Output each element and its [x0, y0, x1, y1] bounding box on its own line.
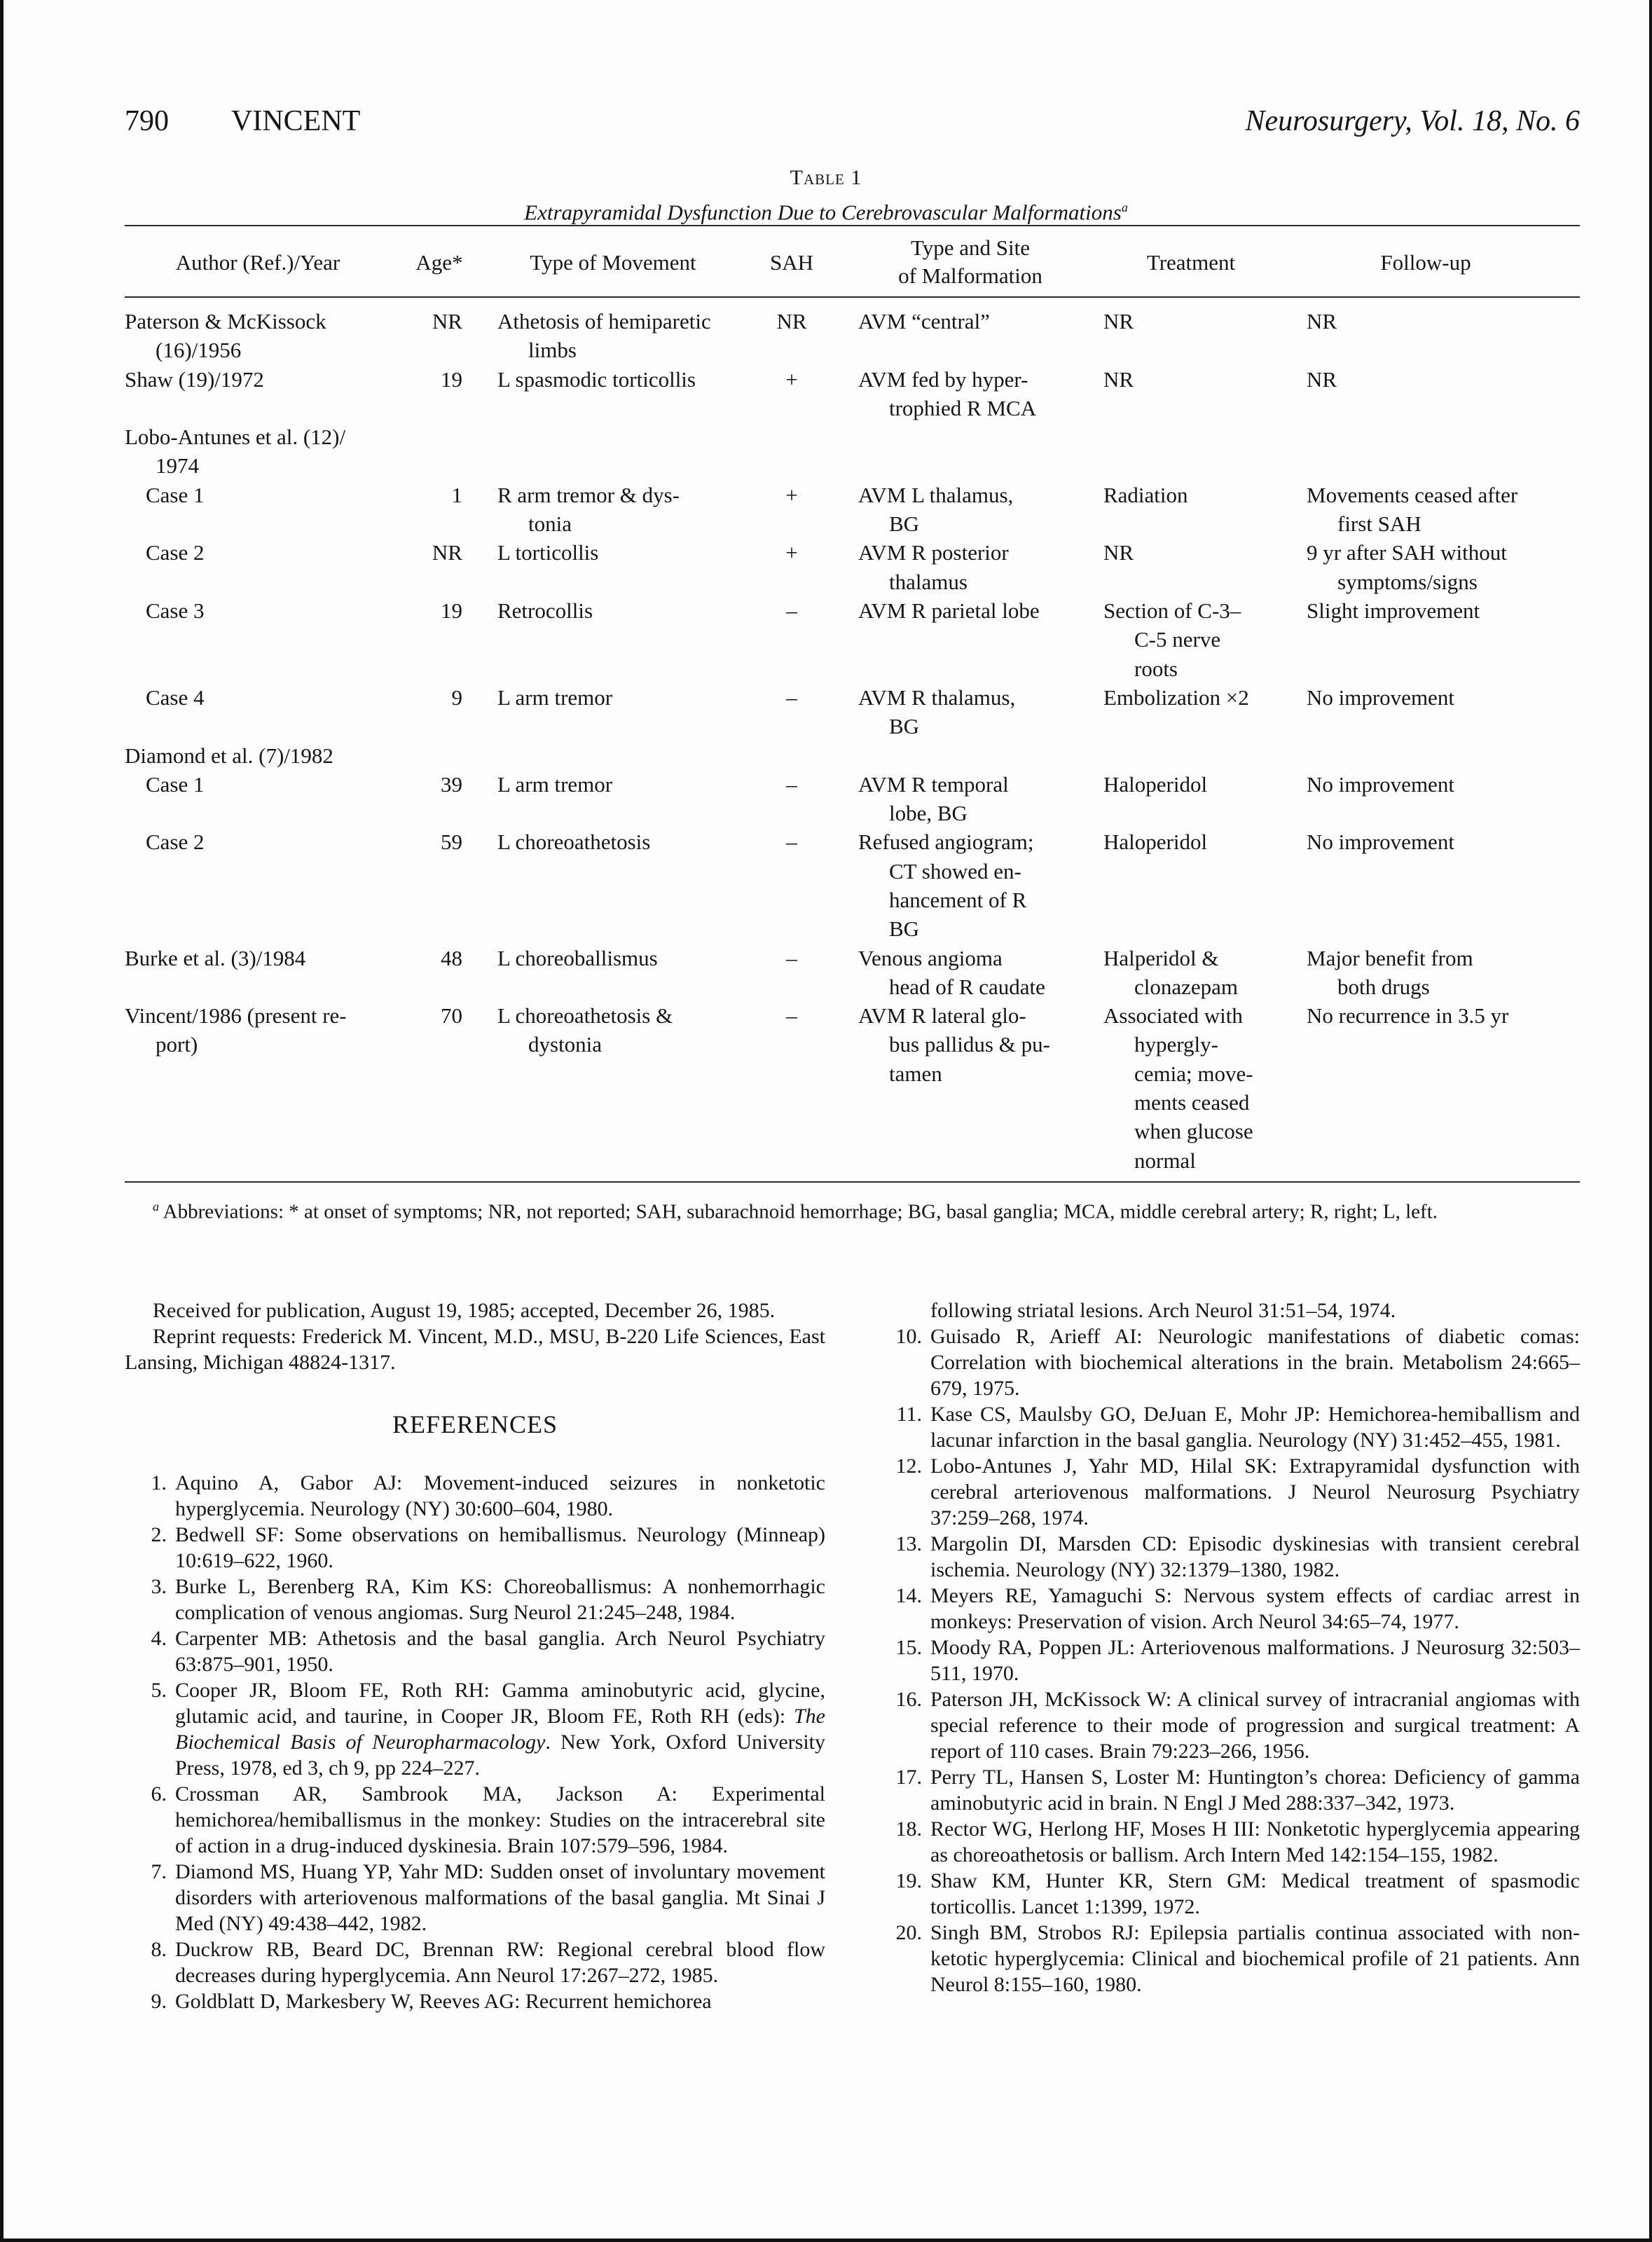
reference-number: 2. [151, 1523, 167, 1546]
table-cell-line: 39 [441, 771, 462, 797]
table-cell-line: Embolization ×2 [1103, 685, 1249, 710]
table-cell-line: Case 4 [146, 685, 205, 710]
table-cell-movement [497, 307, 764, 365]
reference-number: 1. [151, 1471, 167, 1494]
reference-item [125, 1625, 825, 1677]
table-cell-line: Major benefit from [1307, 945, 1473, 970]
reference-text: Shaw KM, Hunter KR, Stern GM: Medical treatment of spasmodic torticollis. Lancet 1:1399, 1972. [930, 1869, 1580, 1918]
table-cell-movement [497, 770, 764, 799]
table-cell-malformation [858, 538, 1096, 596]
reference-item [125, 1470, 825, 1522]
table-title [0, 194, 1652, 226]
footnote-mark: a [153, 1199, 159, 1213]
table-cell-author [125, 307, 419, 365]
reference-item [880, 1686, 1580, 1764]
table-cell-line: AVM R lateral glo- [858, 1003, 1026, 1029]
reference-text-part: Cooper JR, Bloom FE, Roth RH: Gamma aminobutyric acid, glycine, glutamic acid, and taurine, in Cooper JR, Bloom FE, Roth RH (eds): [175, 1679, 825, 1728]
table-cell-line: Shaw (19)/1972 [125, 366, 264, 392]
reference-continuation-text: following striatal lesions. Arch Neurol 31:51–54, 1974. [930, 1299, 1396, 1322]
col-header-malformation-line2: of Malformation [898, 263, 1042, 288]
table-cell-line: AVM L thalamus, [858, 482, 1014, 507]
table-cell-line: Paterson & McKissock [125, 309, 326, 333]
reference-text [175, 1677, 825, 1781]
table-cell-followup [1307, 683, 1580, 712]
table-cell-line: bus pallidus & pu- [889, 1032, 1050, 1057]
table-cell-movement [497, 944, 764, 972]
table-cell-line: Halperidol & [1103, 945, 1219, 970]
table-cell-line: No improvement [1307, 685, 1454, 710]
table-label [0, 165, 1652, 191]
table-cell-followup [1307, 481, 1580, 539]
reference-item [880, 1453, 1580, 1531]
reference-number: 7. [151, 1860, 167, 1883]
journal-citation: Neurosurgery, Vol. 18, No. 6 [1245, 105, 1580, 137]
table-cell-line: + [785, 366, 798, 392]
table-cell-movement [497, 365, 764, 394]
table-cell-line: ments ceased [1134, 1090, 1250, 1115]
reference-continuation [880, 1298, 1580, 1323]
table-cell-malformation [858, 944, 1096, 1002]
table-cell-age [392, 1001, 462, 1030]
table-cell-line: AVM “central” [858, 309, 990, 333]
table-cell-line: Haloperidol [1103, 771, 1208, 797]
table-cell-author [125, 1001, 419, 1059]
table-cell-line: 48 [441, 945, 462, 970]
table-cell-line: NR [1103, 309, 1134, 333]
table-cell-malformation [858, 481, 1096, 539]
table-cell-line: L spasmodic torticollis [497, 366, 696, 392]
table-cell-line: Slight improvement [1307, 598, 1480, 623]
table-cell-line: Case 3 [146, 598, 205, 623]
table-cell-treatment [1103, 827, 1307, 856]
table-cell-line: limbs [528, 338, 577, 363]
table-cell-age [392, 307, 462, 336]
reference-text: Moody RA, Poppen JL: Arteriovenous malformations. J Neurosurg 32:503–511, 1970. [930, 1636, 1580, 1685]
reference-text: Kase CS, Maulsby GO, DeJuan E, Mohr JP: Hemichorea-hemiballism and lacunar infarction in the basal ganglia. Neurology (NY) 31:452–455, 1981. [930, 1403, 1580, 1452]
reference-number: 14. [895, 1584, 922, 1607]
table-cell-age [392, 596, 462, 625]
table-cell-line: Haloperidol [1103, 830, 1208, 855]
reference-item [125, 1859, 825, 1937]
table-cell-line: C-5 nerve [1134, 627, 1221, 652]
reference-item [880, 1583, 1580, 1635]
reference-number: 15. [895, 1636, 922, 1659]
reference-number: 4. [151, 1627, 167, 1650]
table-cell-line: + [785, 482, 798, 507]
reference-item [125, 1781, 825, 1859]
table-cell-line: – [786, 685, 797, 710]
reference-number: 12. [895, 1454, 922, 1478]
table-cell-malformation [858, 365, 1096, 423]
reference-text-part: . New York, Oxford University Press, 1978, ed 3, ch 9, pp 224–227. [175, 1731, 826, 1780]
table-cell-line: AVM fed by hyper- [858, 366, 1028, 392]
table-cell-age [392, 481, 462, 509]
table-cell-line: thalamus [889, 569, 968, 594]
table-cell-line: normal [1134, 1148, 1196, 1173]
reference-book-title: The Biochemical Basis of Neuropharmacology [175, 1705, 825, 1754]
table-cell-line: Lobo-Antunes et al. (12)/ [125, 425, 346, 450]
table-cell-malformation [858, 307, 1096, 336]
table-cell-line: No recurrence in 3.5 yr [1307, 1003, 1509, 1029]
table-cell-malformation [858, 683, 1096, 741]
col-header-treatment: Treatment [1146, 250, 1236, 275]
scan-border-left [0, 0, 4, 2242]
table-cell-sah [764, 944, 820, 972]
table-cell-author [125, 422, 419, 481]
reference-text: Paterson JH, McKissock W: A clinical survey of intracranial angiomas with special reference to their mode of progression and surgical treatment: A report of 110 cases. Brain 79:223–266, 1956. [930, 1688, 1580, 1763]
table-cell-line: Associated with [1103, 1003, 1243, 1029]
table-cell-line: clonazepam [1134, 974, 1239, 999]
table-cell-treatment [1103, 307, 1307, 336]
reference-text: Burke L, Berenberg RA, Kim KS: Choreoballismus: A nonhemorrhagic complication of venous angiomas. Surg Neurol 21:245–248, 1984. [175, 1575, 825, 1624]
table-cell-sah [764, 307, 820, 336]
table-cell-followup [1307, 596, 1580, 625]
table-bottom-rule [125, 1181, 1580, 1183]
table-cell-line: Diamond et al. (7)/1982 [125, 743, 333, 768]
table-cell-line: tamen [889, 1061, 942, 1086]
table-cell-line: dystonia [528, 1032, 603, 1057]
table-label-text: Table 1 [790, 166, 862, 189]
table-cell-sah [764, 481, 820, 509]
table-cell-malformation [858, 827, 1096, 943]
reference-text: Duckrow RB, Beard DC, Brennan RW: Regional cerebral blood flow decreases during hyperglycemia. Ann Neurol 17:267–272, 1985. [175, 1938, 825, 1987]
table-cell-sah [764, 827, 820, 856]
table-cell-treatment [1103, 538, 1307, 567]
reference-text: Guisado R, Arieff AI: Neurologic manifestations of diabetic comas: Correlation with biochemical alterations in the brain. Metabolism 24:665–679, 1975. [930, 1325, 1580, 1400]
table-cell-line: 70 [441, 1003, 462, 1029]
reference-number: 6. [151, 1782, 167, 1806]
reference-text: Diamond MS, Huang YP, Yahr MD: Sudden onset of involuntary movement disorders with arteriovenous malformations of the basal ganglia. Mt Sinai J Med (NY) 49:438–442, 1982. [175, 1860, 825, 1935]
table-cell-age [392, 538, 462, 567]
table-cell-line: + [785, 540, 798, 565]
table-cell-line: – [786, 830, 797, 855]
table-cell-line: AVM R parietal lobe [858, 598, 1040, 623]
table-cell-line: 1 [451, 482, 462, 507]
reference-number: 3. [151, 1575, 167, 1598]
scan-border-bottom [0, 2238, 1652, 2242]
col-header-sah: SAH [769, 250, 813, 275]
reference-text: Bedwell SF: Some observations on hemiballismus. Neurology (Minneap) 10:619–622, 1960. [175, 1523, 825, 1572]
table-cell-line: cemia; move- [1134, 1061, 1253, 1086]
running-author: VINCENT [231, 105, 361, 137]
table-cell-line: 59 [441, 830, 462, 855]
table-cell-line: NR [776, 309, 807, 333]
table-cell-line: 19 [441, 366, 462, 392]
reference-item [125, 1937, 825, 1988]
table-cell-line: NR [1307, 309, 1337, 333]
table-cell-movement [497, 1001, 764, 1059]
table-cell-line: No improvement [1307, 771, 1454, 797]
references-list-left [125, 1470, 825, 2014]
reference-number: 5. [151, 1679, 167, 1702]
reference-number: 9. [151, 1990, 167, 2013]
table-cell-line: tonia [528, 511, 572, 537]
table-cell-line: – [786, 945, 797, 970]
table-cell-line: BG [889, 511, 920, 537]
reference-text: Rector WG, Herlong HF, Moses H III: Nonketotic hyperglycemia appearing as choreoathetosis or ballism. Arch Intern Med 142:154–155, 1982. [930, 1817, 1580, 1866]
reference-number: 13. [895, 1532, 922, 1555]
table-cell-malformation [858, 770, 1096, 828]
table-cell-followup [1307, 944, 1580, 1002]
reference-item [880, 1635, 1580, 1686]
table-cell-line: first SAH [1337, 511, 1422, 537]
table-cell-line: Burke et al. (3)/1984 [125, 945, 306, 970]
table-cell-line: – [786, 771, 797, 797]
table-cell-sah [764, 596, 820, 625]
reference-number: 20. [895, 1921, 922, 1944]
reprint-note: Reprint requests: Frederick M. Vincent, M.D., MSU, B-220 Life Sciences, East Lansing, Michigan 48824-1317. [125, 1325, 825, 1374]
table-cell-age [392, 683, 462, 712]
reference-text: Margolin DI, Marsden CD: Episodic dyskinesias with transient cerebral ischemia. Neurology (NY) 32:1379–1380, 1982. [930, 1532, 1580, 1581]
table-cell-movement [497, 683, 764, 712]
table-cell-line: symptoms/signs [1337, 569, 1478, 594]
table-cell-author [125, 365, 419, 394]
received-note: Received for publication, August 19, 1985; accepted, December 26, 1985. [153, 1299, 776, 1322]
table-top-rule [125, 225, 1580, 226]
table-cell-line: Venous angioma [858, 945, 1003, 970]
table-cell-age [392, 365, 462, 394]
table-cell-line: L choreoathetosis [497, 830, 651, 855]
table-cell-line: head of R caudate [889, 974, 1045, 999]
table-cell-line: 9 [451, 685, 462, 710]
table-cell-line: both drugs [1337, 974, 1430, 999]
table-cell-treatment [1103, 683, 1307, 712]
table-cell-line: No improvement [1307, 830, 1454, 855]
reference-number: 10. [895, 1325, 922, 1348]
reference-number: 19. [895, 1869, 922, 1892]
reference-text: Carpenter MB: Athetosis and the basal ganglia. Arch Neurol Psychiatry 63:875–901, 1950. [175, 1627, 825, 1676]
table-cell-treatment [1103, 770, 1307, 799]
table-cell-line: (16)/1956 [156, 338, 242, 363]
table-cell-line: Vincent/1986 (present re- [125, 1003, 347, 1029]
table-cell-followup [1307, 827, 1580, 856]
table-cell-line: Case 2 [146, 540, 205, 565]
reference-text: Goldblatt D, Markesbery W, Reeves AG: Recurrent hemichorea [175, 1990, 712, 2013]
table-cell-movement [497, 827, 764, 856]
table-cell-line: hancement of R [889, 887, 1027, 912]
table-cell-line: 1974 [156, 453, 199, 479]
table-cell-line: AVM R posterior [858, 540, 1009, 565]
reference-number: 8. [151, 1938, 167, 1961]
table-cell-line: NR [1103, 540, 1134, 565]
col-header-malformation-line1: Type and Site [910, 235, 1030, 260]
reference-text: Perry TL, Hansen S, Loster M: Huntington’s chorea: Deficiency of gamma aminobutyric acid in brain. N Engl J Med 288:337–342, 1973. [930, 1766, 1580, 1815]
table-cell-line: Athetosis of hemiparetic [497, 309, 711, 333]
table-cell-followup [1307, 365, 1580, 394]
reference-item [880, 1323, 1580, 1401]
reference-item [880, 1868, 1580, 1920]
table-cell-line: AVM R thalamus, [858, 685, 1016, 710]
table-cell-line: port) [156, 1032, 198, 1057]
reference-item [880, 1764, 1580, 1816]
table-cell-line: trophied R MCA [889, 395, 1037, 420]
table-cell-line: hypergly- [1134, 1032, 1218, 1057]
table-cell-sah [764, 1001, 820, 1030]
col-header-followup: Follow-up [1380, 250, 1471, 275]
reference-text: Lobo-Antunes J, Yahr MD, Hilal SK: Extrapyramidal dysfunction with cerebral arteriovenous malformations. J Neurol Neurosurg Psychiatry 37:259–268, 1974. [930, 1454, 1580, 1529]
reference-text: Meyers RE, Yamaguchi S: Nervous system effects of cardiac arrest in monkeys: Preservation of vision. Arch Neurol 34:65–74, 1977. [930, 1584, 1580, 1633]
table-cell-line: Radiation [1103, 482, 1188, 507]
table-cell-movement [497, 481, 764, 539]
table-cell-line: NR [1307, 366, 1337, 392]
table-cell-line: L choreoballismus [497, 945, 658, 970]
table-cell-line: BG [889, 714, 920, 739]
table-cell-sah [764, 683, 820, 712]
reference-item [880, 1531, 1580, 1583]
reference-number: 11. [896, 1403, 922, 1426]
table-cell-line: roots [1134, 656, 1178, 681]
reference-item [125, 1574, 825, 1625]
references-list-right [880, 1323, 1580, 1997]
table-cell-followup [1307, 307, 1580, 336]
reference-item [880, 1816, 1580, 1868]
table-cell-line: L torticollis [497, 540, 599, 565]
table-cell-line: 19 [441, 598, 462, 623]
table-cell-age [392, 944, 462, 972]
col-header-movement: Type of Movement [530, 250, 696, 275]
table-cell-line: lobe, BG [889, 801, 968, 826]
table-cell-line: Retrocollis [497, 598, 593, 623]
table-cell-followup [1307, 1001, 1580, 1030]
table-cell-line: Refused angiogram; [858, 830, 1034, 855]
table-cell-line: L arm tremor [497, 685, 613, 710]
col-header-author: Author (Ref.)/Year [175, 250, 340, 275]
table-cell-line: Case 2 [146, 830, 205, 855]
table-cell-line: Movements ceased after [1307, 482, 1518, 507]
reference-item [880, 1401, 1580, 1453]
col-header-malformation [851, 234, 1089, 290]
table-cell-line: L choreoathetosis & [497, 1003, 673, 1029]
col-header-age: Age* [415, 250, 463, 275]
table-cell-line: 9 yr after SAH without [1307, 540, 1507, 565]
table-cell-line: – [786, 598, 797, 623]
table-cell-treatment [1103, 944, 1307, 1002]
table-cell-sah [764, 770, 820, 799]
table-cell-line: – [786, 1003, 797, 1029]
table-cell-line: NR [1103, 366, 1134, 392]
reference-number: 18. [895, 1817, 922, 1841]
left-column [125, 1298, 825, 2014]
table-cell-sah [764, 538, 820, 567]
footnote-text: Abbreviations: * at onset of symptoms; NR, not reported; SAH, subarachnoid hemorrhage; BG, basal ganglia; MCA, middle cerebral artery; R, right; L, left. [163, 1200, 1438, 1223]
reference-number: 16. [895, 1688, 922, 1711]
table-cell-line: NR [432, 540, 462, 565]
table-cell-line: NR [432, 309, 462, 333]
table-cell-followup [1307, 770, 1580, 799]
table-cell-line: Case 1 [146, 771, 205, 797]
references-heading: REFERENCES [392, 1410, 558, 1438]
table-cell-line: CT showed en- [889, 858, 1021, 883]
page-number: 790 [125, 105, 169, 137]
table-title-text: Extrapyramidal Dysfunction Due to Cerebrovascular Malformations [524, 200, 1122, 225]
reference-item [125, 1677, 825, 1781]
table-cell-author [125, 741, 419, 770]
table-cell-line: AVM R temporal [858, 771, 1009, 797]
reference-text: Crossman AR, Sambrook MA, Jackson A: Experimental hemichorea/hemiballismus in the monkey: Studies on the intracerebral site of action in a drug-induced dyskinesia. Brain 107:579–596, 1984. [175, 1782, 825, 1857]
table-cell-author [125, 944, 419, 972]
reference-number: 17. [895, 1766, 922, 1789]
table-cell-line: Case 1 [146, 482, 205, 507]
table-cell-line: Section of C-3– [1103, 598, 1241, 623]
table-cell-malformation [858, 1001, 1096, 1088]
table-cell-line: L arm tremor [497, 771, 613, 797]
table-cell-treatment [1103, 481, 1307, 509]
table-cell-sah [764, 365, 820, 394]
table-footnote [125, 1192, 1580, 1226]
right-column [880, 1298, 1580, 1997]
table-cell-treatment [1103, 596, 1307, 683]
reference-item [880, 1920, 1580, 1997]
table-cell-line: BG [889, 916, 920, 942]
table-cell-followup [1307, 538, 1580, 596]
reference-text: Singh BM, Strobos RJ: Epilepsia partialis continua associated with non-ketotic hyperglycemia: Clinical and biochemical profile of 21 patients. Ann Neurol 8:155–160, 1980. [930, 1921, 1580, 1996]
table-cell-treatment [1103, 365, 1307, 394]
table-cell-movement [497, 538, 764, 567]
table-cell-age [392, 827, 462, 856]
reference-text: Aquino A, Gabor AJ: Movement-induced seizures in nonketotic hyperglycemia. Neurology (NY) 30:600–604, 1980. [175, 1471, 825, 1520]
table-cell-treatment [1103, 1001, 1307, 1175]
table-cell-age [392, 770, 462, 799]
table-cell-line: when glucose [1134, 1119, 1253, 1144]
table-cell-movement [497, 596, 764, 625]
table-cell-line: R arm tremor & dys- [497, 482, 680, 507]
reference-item [125, 1988, 825, 2014]
scan-border-right [1649, 0, 1652, 2242]
reference-item [125, 1522, 825, 1574]
table-header-rule [125, 296, 1580, 298]
table-title-footnote-mark: a [1121, 200, 1128, 214]
table-cell-malformation [858, 596, 1096, 625]
